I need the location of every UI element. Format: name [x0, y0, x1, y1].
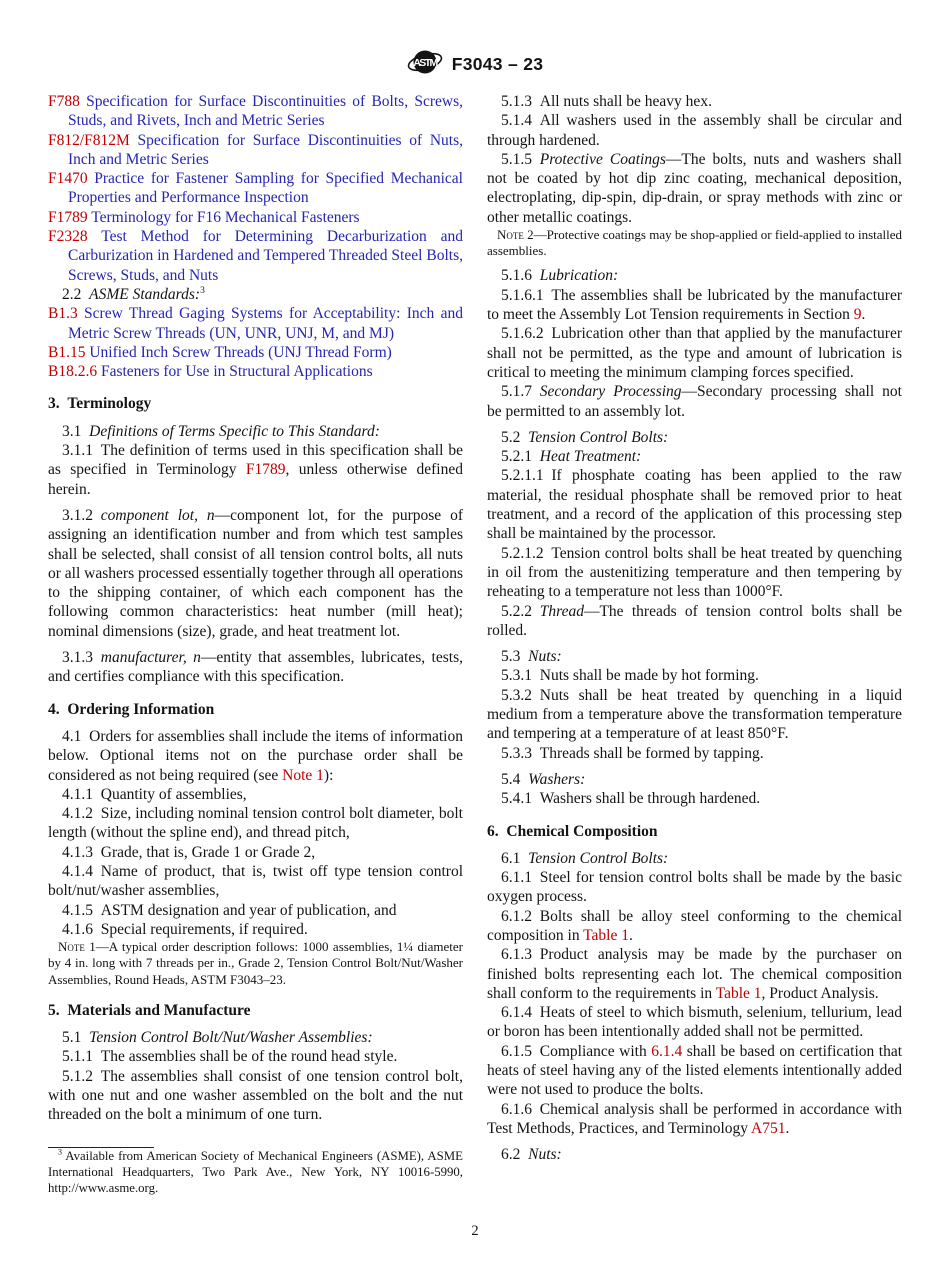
text-run: Specification for Surface Discontinuities of Nuts, Inch and Metric Series: [68, 131, 463, 168]
text-run: 5. Materials and Manufacture: [48, 1001, 251, 1019]
right-column: [487, 92, 902, 1197]
paragraph: [487, 428, 902, 447]
paragraph: [48, 862, 463, 901]
ref-link[interactable]: F2328: [48, 228, 88, 246]
ref-link[interactable]: B18.2.6: [48, 363, 98, 381]
text-run: —The threads of tension control bolts shall be rolled.: [487, 602, 902, 639]
text-run: 5.3.1 Nuts shall be made by hot forming.: [501, 667, 759, 685]
ref-link[interactable]: B1.3: [48, 305, 78, 323]
text-run: 5.3: [501, 648, 529, 666]
paragraph: [487, 150, 902, 227]
ref-link[interactable]: F812/F812M: [48, 131, 130, 149]
text-run: Note 1—: [58, 939, 109, 955]
text-run: Specification for Surface Discontinuities of Bolts, Screws, Studs, and Rivets, Inch and Metric Series: [68, 93, 463, 130]
ref-link[interactable]: 9: [853, 306, 862, 324]
paragraph: [487, 770, 902, 789]
paragraph: [48, 1047, 463, 1066]
text-run: 5.2.1.2 Tension control bolts shall be heat treated by quenching in oil from the austenitizing temperature and then tempering by reheating to a temperature not less than 1000°F.: [487, 544, 902, 601]
paragraph: [487, 849, 902, 868]
left-column: [48, 92, 463, 1197]
reference-item: [48, 208, 463, 227]
text-run: Unified Inch Screw Threads (UNJ Thread Form): [85, 343, 392, 361]
text-run: 4.1.6 Special requirements, if required.: [62, 920, 308, 938]
text-run: Protective Coatings: [539, 150, 666, 168]
text-run: 3.1: [62, 422, 90, 440]
paragraph: [487, 907, 902, 946]
text-run: 4.1.2 Size, including nominal tension control bolt diameter, bolt length (without the spline end), and thread pitch,: [48, 805, 463, 842]
text-run: 4. Ordering Information: [48, 700, 215, 718]
paragraph: [487, 1100, 902, 1139]
text-run: 3.1.3: [62, 649, 101, 667]
paragraph: [48, 506, 463, 641]
text-run: —entity that assembles, lubricates, tests, and certifies compliance with this specification.: [48, 649, 463, 686]
text-run: 5.1: [62, 1029, 90, 1047]
paragraph: [487, 1042, 902, 1100]
text-run: 3.1.2: [62, 506, 101, 524]
page-number: 2: [471, 1223, 479, 1239]
text-run: Definitions of Terms Specific to This Standard:: [89, 422, 380, 440]
reference-item: [48, 131, 463, 170]
ref-link[interactable]: Table 1: [583, 926, 629, 944]
text-run: 5.2: [501, 428, 529, 446]
paragraph: [487, 111, 902, 150]
text-run: —component lot, for the purpose of assigning an identification number and from which test samples shall be selected, shall consist of all tension control bolts, all nuts or all washers processed essentially together through all operations to the shipping container, of which each component has the following common characteristics: heat number (mill heat); nominal dimensions (size), grade, and heat treatment lot.: [48, 506, 464, 640]
page-header: [0, 48, 950, 81]
text-run: 6.1: [501, 849, 529, 867]
paragraph: [48, 441, 463, 499]
text-run: 5.1.6: [501, 267, 540, 285]
paragraph: [487, 868, 902, 907]
text-run: 6.1.4 Heats of steel to which bismuth, selenium, tellurium, lead or boron has been intentionally added shall not be permitted.: [487, 1004, 902, 1041]
text-run: 5.3.2 Nuts shall be heat treated by quenching in a liquid medium from a temperature above the transformation temperature and tempering at a temperature of at least 850°F.: [487, 686, 902, 743]
text-run: Tension Control Bolt/Nut/Washer Assemblies:: [89, 1029, 373, 1047]
text-run: .: [861, 306, 866, 324]
reference-item: [48, 362, 463, 381]
ref-link[interactable]: F1470: [48, 170, 88, 188]
paragraph: [487, 447, 902, 466]
paragraph: [487, 266, 902, 285]
text-run: 5.1.2 The assemblies shall consist of one tension control bolt, with one nut and one washer assembled on the bolt and the nut threaded on the bolt a minimum of one turn.: [48, 1067, 463, 1124]
text-run: 4.1.5 ASTM designation and year of publication, and: [62, 901, 397, 919]
text-run: Thread: [539, 602, 584, 620]
text-run: —The bolts, nuts and washers shall not be coated by hot dip zinc coating, mechanical deposition, electroplating, dip-spin, dip-drain, or spray methods with zinc or other metallic coatings.: [487, 150, 902, 226]
note: [48, 939, 463, 988]
paragraph: [487, 686, 902, 744]
reference-item: [48, 169, 463, 208]
text-run: , unless otherwise defined herein.: [48, 461, 463, 498]
page-footer: [0, 1223, 950, 1240]
paragraph: [48, 648, 463, 687]
text-run: Tension Control Bolts:: [528, 849, 669, 867]
text-run: ):: [323, 766, 334, 784]
text-run: 5.2.2: [501, 602, 540, 620]
text-run: 4.1.3 Grade, that is, Grade 1 or Grade 2,: [62, 843, 316, 861]
paragraph: [487, 1145, 902, 1164]
paragraph: [48, 785, 463, 804]
text-run: 5.1.5: [501, 150, 540, 168]
text-run: Fasteners for Use in Structural Applications: [97, 363, 373, 381]
text-run: 5.3.3 Threads shall be formed by tapping.: [501, 744, 764, 762]
text-run: Washers:: [528, 770, 586, 788]
section-heading: [48, 1001, 463, 1020]
paragraph: [48, 1067, 463, 1125]
paragraph: [487, 92, 902, 111]
text-run: 6.1.1 Steel for tension control bolts shall be made by the basic oxygen process.: [487, 869, 902, 906]
ref-link[interactable]: A751: [751, 1119, 786, 1137]
text-run: Nuts:: [528, 1146, 562, 1164]
paragraph: [487, 466, 902, 543]
paragraph: [48, 843, 463, 862]
text-run: Secondary Processing: [539, 383, 682, 401]
text-run: 5.1.1 The assemblies shall be of the round head style.: [62, 1048, 398, 1066]
text-run: Heat Treatment:: [539, 448, 642, 466]
paragraph: [487, 544, 902, 602]
paragraph: [487, 382, 902, 421]
text-run: 5.4: [501, 770, 529, 788]
text-run: 5.2.1.1 If phosphate coating has been applied to the raw material, the residual phosphate shall be removed prior to heat treatment, and a record of the application of this processing step shall be maintained by the processor.: [487, 467, 902, 543]
text-run: 3: [58, 1147, 62, 1157]
paragraph: [48, 727, 463, 785]
text-run: 5.1.4 All washers used in the assembly shall be circular and through hardened.: [487, 112, 902, 149]
ref-link[interactable]: F788: [48, 93, 80, 110]
text-run: Screw Thread Gaging Systems for Acceptability: Inch and Metric Screw Threads (UN, UNR, UNJ, M, and MJ): [68, 305, 463, 342]
text-run: Note 2—: [497, 227, 547, 243]
paragraph: [487, 286, 902, 325]
paragraph: [48, 901, 463, 920]
text-run: Tension Control Bolts:: [528, 428, 669, 446]
text-run: 5.2.1: [501, 448, 540, 466]
ref-link[interactable]: Note 1: [282, 766, 324, 784]
reference-item: [48, 92, 463, 131]
section-heading: [48, 700, 463, 719]
text-run: 5.1.7: [501, 383, 540, 401]
text-run: Practice for Fastener Sampling for Specified Mechanical Properties and Performance Inspection: [68, 170, 463, 207]
text-run: ASME Standards:: [89, 285, 201, 303]
text-run: Lubrication:: [539, 267, 619, 285]
paragraph: [487, 1003, 902, 1042]
text-run: Nuts:: [528, 648, 562, 666]
ref-link[interactable]: F1789: [48, 208, 88, 226]
paragraph: [48, 1028, 463, 1047]
note: [487, 227, 902, 259]
text-run: 5.1.3 All nuts shall be heavy hex.: [501, 93, 712, 110]
text-run: 3: [200, 284, 205, 296]
text-run: A typical order description follows: 1000 assemblies, 1¼ diameter by 4 in. long with 7 threads per in., Grade 2, Tension Control Bolt/Nut/Washer Assemblies, Round Heads, ASTM F3043–23.: [48, 939, 463, 987]
text-run: manufacturer, n: [100, 649, 201, 667]
paragraph: [48, 804, 463, 843]
paragraph: [487, 602, 902, 641]
ref-link[interactable]: 6.1.4: [651, 1042, 683, 1060]
text-run: 4.1.1 Quantity of assemblies,: [62, 785, 247, 803]
text-run: 5.4.1 Washers shall be through hardened.: [501, 790, 761, 808]
text-run: 4.1.4 Name of product, that is, twist off type tension control bolt/nut/washer assemblies,: [48, 862, 463, 900]
paragraph: [487, 647, 902, 666]
text-run: 3.1.1 The definition of terms used in this specification shall be as specified in Terminology: [48, 442, 463, 479]
section-heading: [487, 822, 902, 841]
ref-link[interactable]: B1.15: [48, 343, 86, 361]
text-run: , Product Analysis.: [761, 984, 879, 1002]
text-run: 6. Chemical Composition: [487, 822, 658, 840]
ref-link[interactable]: Table 1: [715, 984, 762, 1002]
text-run: .: [629, 926, 633, 944]
text-run: component lot, n: [100, 506, 215, 524]
doc-designation: F3043 – 23: [451, 54, 544, 74]
reference-item: [48, 227, 463, 285]
paragraph: [487, 789, 902, 808]
section-heading: [48, 394, 463, 413]
paragraph: [48, 285, 463, 304]
text-run: —Secondary processing shall not be permitted to an assembly lot.: [487, 383, 902, 420]
text-run: 5.1.6.1 The assemblies shall be lubricated by the manufacturer to meet the Assembly Lot Tension requirements in Section: [487, 286, 902, 324]
text-run: 6.1.2 Bolts shall be alloy steel conforming to the chemical composition in: [487, 907, 902, 944]
text-run: 3. Terminology: [48, 395, 152, 413]
reference-item: [48, 304, 463, 343]
text-run: .: [785, 1119, 790, 1137]
ref-link[interactable]: F1789: [245, 461, 286, 479]
text-run: 6.2: [501, 1146, 529, 1164]
astm-logo-icon: [407, 48, 443, 81]
text-run: shall be based on certification that heats of steel having any of the listed elements intentionally added were not used to produce the bolts.: [487, 1042, 903, 1099]
paragraph: [487, 744, 902, 763]
text-run: 6.1.3 Product analysis may be made by the purchaser on finished bolts representing each lot. The chemical composition shall conform to the requirements in: [487, 946, 902, 1002]
document-body: [48, 92, 902, 1197]
text-run: Terminology for F16 Mechanical Fasteners: [87, 208, 360, 226]
paragraph: [48, 920, 463, 939]
paragraph: [487, 324, 902, 382]
reference-item: [48, 343, 463, 362]
footnote: [48, 1148, 463, 1197]
text-run: 5.1.6.2 Lubrication other than that applied by the manufacturer shall not be permitted, as the type and amount of lubrication is critical to meeting the minimum clamping forces specified.: [487, 325, 902, 381]
text-run: 4.1 Orders for assemblies shall include the items of information below. Optional items not on the purchase order shall be considered as not being required (see: [48, 727, 463, 784]
text-run: Test Method for Determining Decarburization and Carburization in Hardened and Tempered Threaded Steel Bolts, Screws, Studs, and Nuts: [68, 228, 463, 284]
text-run: Available from American Society of Mechanical Engineers (ASME), ASME International Headquarters, Two Park Ave., New York, NY 10016-5990, http://www.asme.org.: [48, 1148, 463, 1196]
paragraph: [48, 422, 463, 441]
text-run: Protective coatings may be shop-applied or field-applied to installed assemblies.: [487, 227, 903, 259]
text-run: 6.1.6 Chemical analysis shall be performed in accordance with Test Methods, Practices, and Terminology: [487, 1100, 902, 1137]
svg-text:ASTM: ASTM: [413, 57, 437, 69]
text-run: 6.1.5 Compliance with: [501, 1042, 652, 1060]
paragraph: [487, 666, 902, 685]
paragraph: [487, 945, 902, 1003]
text-run: 2.2: [62, 285, 90, 303]
